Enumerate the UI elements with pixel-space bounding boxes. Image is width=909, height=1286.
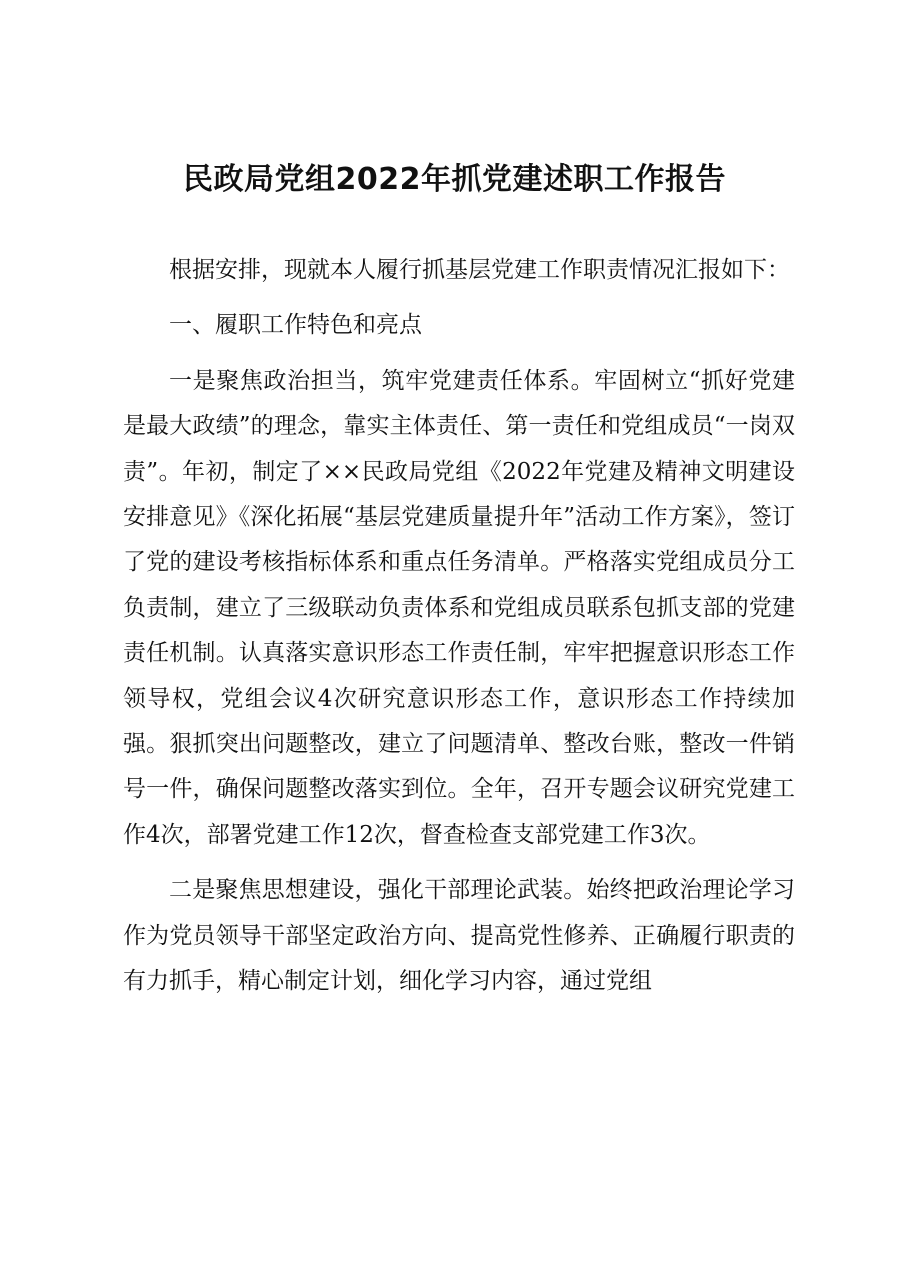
document-title: 民政局党组2022年抓党建述职工作报告 — [183, 162, 726, 197]
paragraph-political: 一是聚焦政治担当，筑牢党建责任体系。牢固树立“抓好党建是最大政绩”的理念，靠实主体责任、第一责任和党组成员“一岗双责”。年初，制定了××民政局党组《2022年党建及精神文明建设安排意见》《深化拓展“基层党建质量提升年”活动工作方案》，签订了党的建设考核指标体系和重点任务清单。严格落实党组成员分工负责制，建立了三级联动负责体系和党组成员联系包抓支部的党建责任机制。认真落实意识形态工作责任制，牢牢把握意识形态工作领导权，党组会议4次研究意识形态工作，意识形态工作持续加强。狠抓突出问题整改，建立了问题清单、整改台账，整改一件销号一件，确保问题整改落实到位。全年，召开专题会议研究党建工作4次，部署党建工作12次，督查检查支部党建工作3次。 — [123, 367, 795, 848]
paragraph-ideological: 二是聚焦思想建设，强化干部理论武装。始终把政治理论学习作为党员领导干部坚定政治方向、提高党性修养、正确履行职责的有力抓手，精心制定计划，细化学习内容，通过党组 — [123, 877, 795, 995]
section-heading: 一、履职工作特色和亮点 — [169, 312, 422, 339]
paragraph-intro: 根据安排，现就本人履行抓基层党建工作职责情况汇报如下： — [169, 257, 790, 283]
document-body — [123, 248, 795, 1005]
